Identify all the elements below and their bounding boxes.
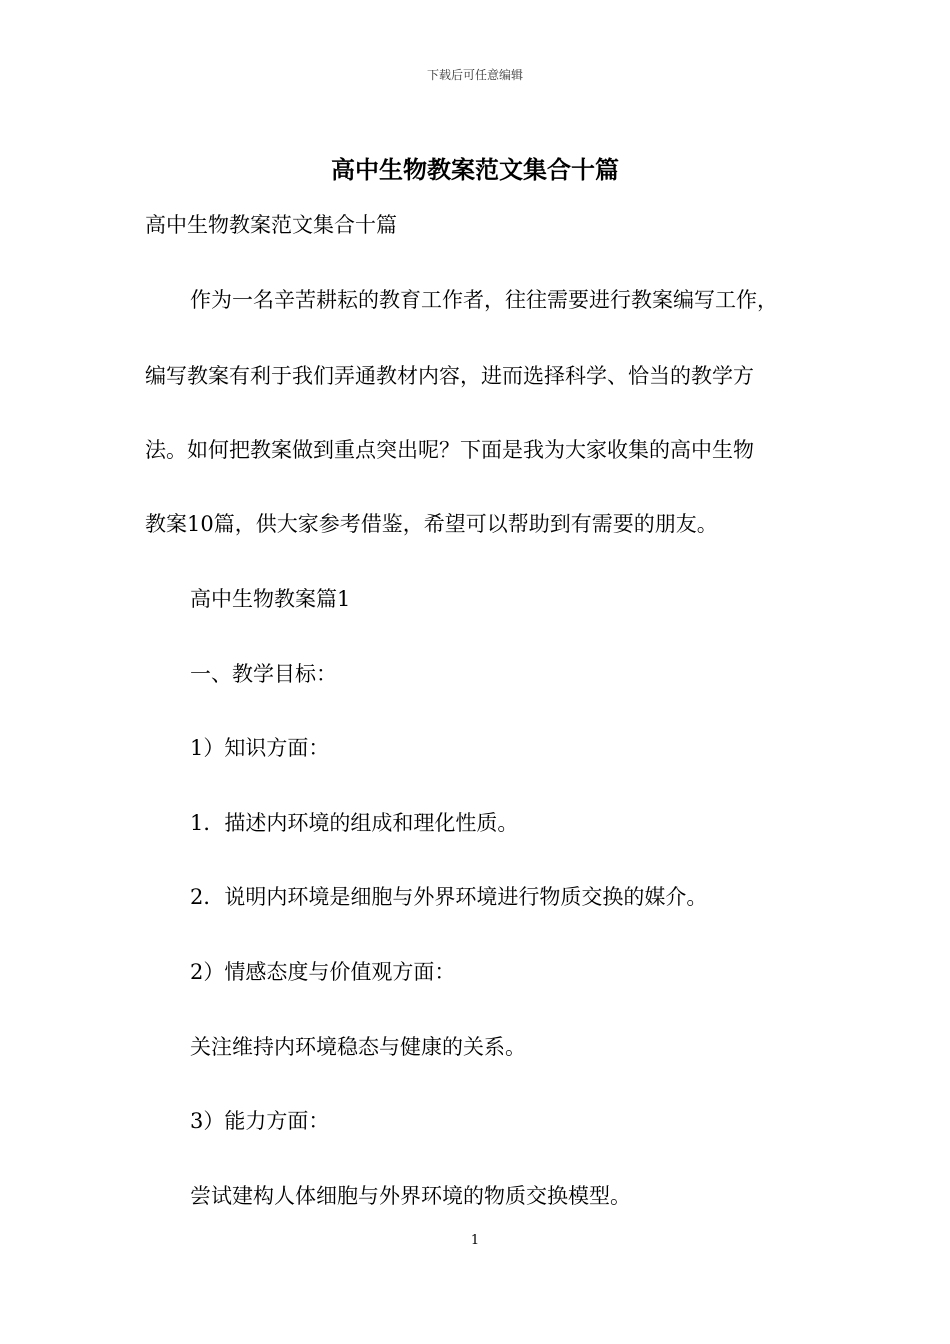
objectives-heading: 一、教学目标： bbox=[190, 662, 337, 686]
page-number: 1 bbox=[470, 1233, 480, 1248]
knowledge-item-2: 2．说明内环境是细胞与外界环境进行物质交换的媒介。 bbox=[190, 885, 708, 909]
intro-line-4: 教案10篇，供大家参考借鉴，希望可以帮助到有需要的朋友。 bbox=[145, 512, 718, 536]
section-title: 高中生物教案篇1 bbox=[190, 587, 351, 611]
document-title: 高中生物教案范文集合十篇 bbox=[331, 155, 619, 184]
attitude-item: 关注维持内环境稳态与健康的关系。 bbox=[190, 1035, 526, 1059]
attitude-heading: 2）情感态度与价值观方面： bbox=[190, 960, 456, 984]
intro-line-1: 作为一名辛苦耕耘的教育工作者，往往需要进行教案编写工作， bbox=[190, 288, 778, 312]
page-header: 下载后可任意编辑 bbox=[426, 68, 523, 82]
document-subtitle: 高中生物教案范文集合十篇 bbox=[145, 213, 397, 237]
intro-line-3: 法。如何把教案做到重点突出呢？下面是我为大家收集的高中生物 bbox=[145, 438, 754, 462]
knowledge-item-1: 1．描述内环境的组成和理化性质。 bbox=[190, 811, 519, 835]
ability-item: 尝试建构人体细胞与外界环境的物质交换模型。 bbox=[190, 1184, 631, 1208]
intro-line-2: 编写教案有利于我们弄通教材内容，进而选择科学、恰当的教学方 bbox=[145, 364, 754, 388]
knowledge-heading: 1）知识方面： bbox=[190, 736, 330, 760]
ability-heading: 3）能力方面： bbox=[190, 1109, 330, 1133]
